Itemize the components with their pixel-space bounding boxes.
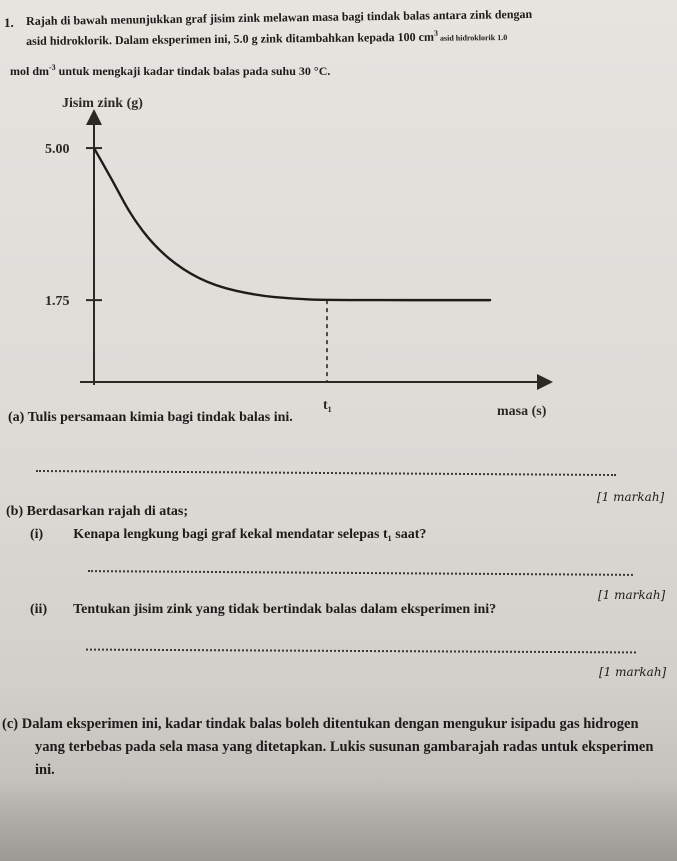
intro-text-1: Rajah di bawah menunjukkan graf jisim zink melawan masa bagi tindak balas antara zink dengan [26,6,533,28]
part-b-text: Berdasarkan rajah di atas; [26,504,189,519]
question-number: 1. [4,15,14,30]
intro-text-2a: asid hidroklorik. Dalam eksperimen ini, 5.0 g zink ditambahkan kepada 100 cm [26,29,435,48]
y-tick-label-1: 5.00 [45,142,70,158]
t1-tick-label: t₁ [323,398,332,413]
y-axis-label: Jisim zink (g) [62,96,143,111]
part-a-text: Tulis persamaan kimia bagi tindak balas ini. [27,410,293,425]
part-a-question [8,410,293,426]
mark-b-ii: [1 markah] [599,665,667,679]
zinc-mass-time-graph [0,85,677,425]
part-b-ii-label: (ii) [30,602,48,617]
part-b-label: (b) [6,504,24,519]
part-c-line1 [2,716,639,733]
mark-b-i: [1 markah] [598,588,666,602]
question-intro-line3 [10,60,330,79]
intro-sup-dm3: -3 [49,63,56,72]
part-c-line2: yang terbebas pada sela masa yang ditetapkan. Lukis susunan gambarajah radas untuk eksperimen [35,739,654,755]
mark-a: [1 markah] [597,490,665,504]
mass-curve [94,148,490,300]
part-c-text-1: Dalam eksperimen ini, kadar tindak balas boleh ditentukan dengan mengukur isipadu gas hidrogen [21,716,639,732]
part-b-i-label: (i) [30,527,44,542]
page-shadow [0,780,677,861]
intro-text-3b: untuk mengkaji kadar tindak balas pada suhu 30 °C. [55,64,331,78]
part-c-line3: ini. [35,762,55,778]
x-axis-label: masa (s) [497,404,547,419]
y-tick-label-2: 1.75 [45,294,70,310]
intro-text-2b: asid hidroklorik 1.0 [437,32,508,43]
part-b-ii-question [30,602,496,618]
intro-text-3a: mol dm [10,64,49,78]
part-b-i-question [30,527,426,543]
part-c-label: (c) [2,716,19,732]
part-b-ii-text: Tentukan jisim zink yang tidak bertindak balas dalam eksperimen ini? [73,602,497,617]
intro-sup-cm3: 3 [433,28,438,38]
part-b-intro [6,504,188,520]
part-b-i-text: Kenapa lengkung bagi graf kekal mendatar selepas t₁ saat? [73,527,427,542]
part-a-label: (a) [8,410,25,425]
